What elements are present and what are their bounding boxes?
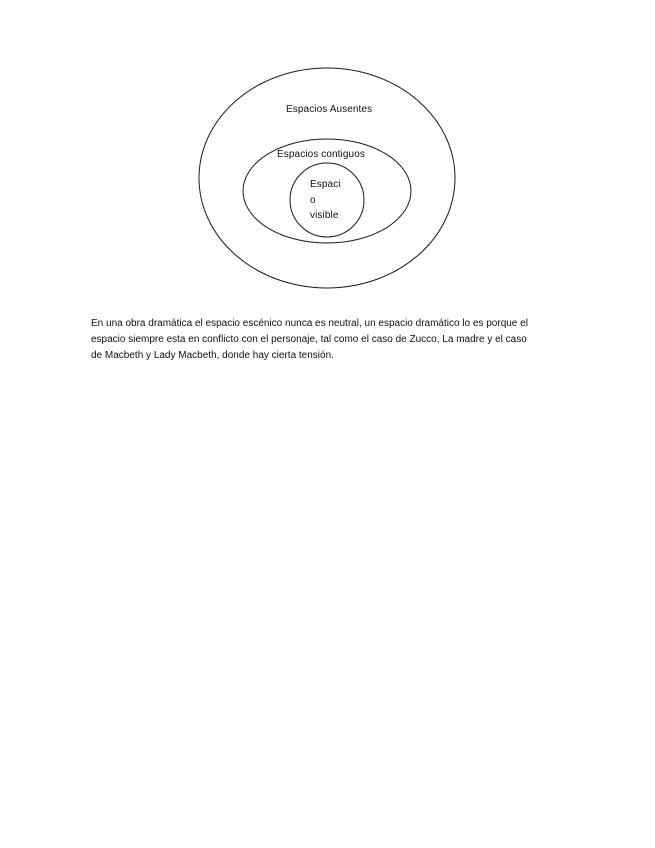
inner-space-label-line-1: Espaci xyxy=(310,179,341,190)
middle-space-label: Espacios contiguos xyxy=(277,149,365,160)
outer-space-label: Espacios Ausentes xyxy=(286,104,373,115)
paragraph-line-3: de Macbeth y Lady Macbeth, donde hay cierta tensión. xyxy=(91,350,334,361)
inner-circle-espacio-visible xyxy=(290,163,364,237)
paragraph-line-1: En una obra dramática el espacio escénico nunca es neutral, un espacio dramático lo es porque el xyxy=(91,318,528,329)
outer-ellipse-espacios-ausentes xyxy=(199,68,455,288)
body-paragraph xyxy=(91,316,571,364)
inner-space-label-line-3: visible xyxy=(310,210,339,221)
concentric-spaces-diagram xyxy=(0,0,655,300)
paragraph-line-2: espacio siempre esta en conflicto con el personaje, tal como el caso de Zucco, La madre y el caso xyxy=(91,334,527,345)
inner-space-label-line-2: o xyxy=(310,195,316,206)
